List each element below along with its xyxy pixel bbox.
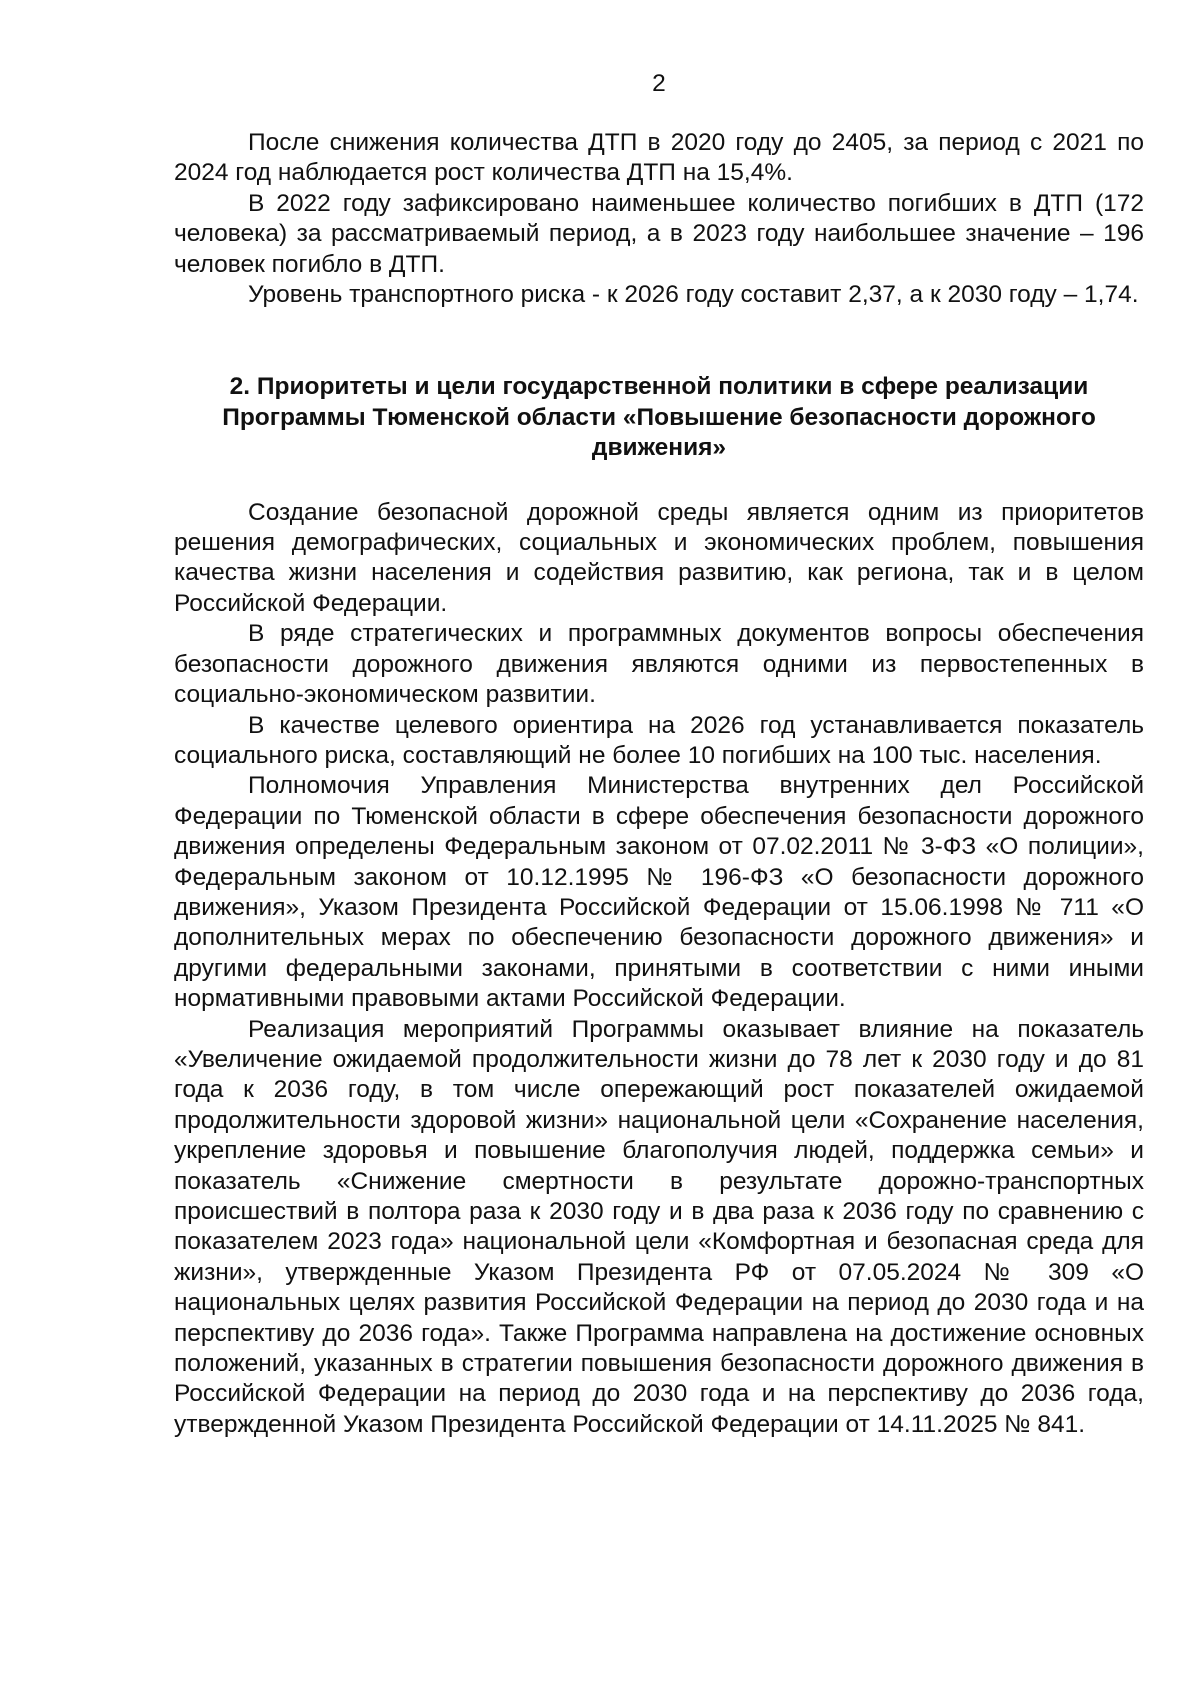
paragraph-fatalities: В 2022 году зафиксировано наименьшее количество погибших в ДТП (172 человека) за рассматриваемый период, а в 2023 году наибольшее значение – 196 человек погибло в ДТП.	[174, 189, 1144, 278]
page-number: 2	[652, 70, 666, 97]
paragraph-police-authority: Полномочия Управления Министерства внутренних дел Российской Федерации по Тюменской области в сфере обеспечения безопасности дорожного движения определены Федеральным законом от 07.02.2011 № 3-ФЗ «О полиции», Федеральным законом от 10.12.1995 № 196-ФЗ «О безопасности дорожного движения», Указом Президента Российской Федерации от 15.06.1998 № 711 «О дополнительных мерах по обеспечению безопасности дорожного движения» и другими федеральными законами, принятыми в соответствии с ними иными нормативными правовыми актами Российской Федерации.	[174, 772, 1144, 1013]
document-page	[174, 70, 1144, 1440]
paragraph-transport-risk: Уровень транспортного риска - к 2026 году составит 2,37, а к 2030 году – 1,74.	[248, 281, 1139, 309]
paragraph-strategic-documents: В ряде стратегических и программных документов вопросы обеспечения безопасности дорожного движения являются одними из первостепенных в социально-экономическом развитии.	[174, 620, 1144, 709]
paragraph-accidents-trend: После снижения количества ДТП в 2020 году до 2405, за период с 2021 по 2024 год наблюдается рост количества ДТП на 15,4%.	[174, 129, 1144, 187]
paragraph-social-risk-target: В качестве целевого ориентира на 2026 год устанавливается показатель социального риска, составляющий не более 10 погибших на 100 тыс. населения.	[174, 711, 1144, 769]
paragraph-program-impact: Реализация мероприятий Программы оказывает влияние на показатель «Увеличение ожидаемой продолжительности жизни до 78 лет к 2030 году и до 81 года к 2036 году, в том числе опережающий рост показателей ожидаемой продолжительности здоровой жизни» национальной цели «Сохранение населения, укрепление здоровья и повышение благополучия людей, поддержка семьи» и показатель «Снижение смертности в результате дорожно-транспортных происшествий в полтора раза к 2030 году и в два раза к 2036 году по сравнению с показателем 2023 года» национальной цели «Комфортная и безопасная среда для жизни», утвержденные Указом Президента РФ от 07.05.2024 № 309 «О национальных целях развития Российской Федерации на период до 2030 года и на перспективу до 2036 года». Также Программа направлена на достижение основных положений, указанных в стратегии повышения безопасности дорожного движения в Российской Федерации на период до 2030 года и на перспективу до 2036 года, утвержденной Указом Президента Российской Федерации от 14.11.2025 № 841.	[174, 1015, 1144, 1438]
paragraph-safe-road-environment: Создание безопасной дорожной среды является одним из приоритетов решения демографических, социальных и экономических проблем, повышения качества жизни населения и содействия развитию, как региона, так и в целом Российской Федерации.	[174, 498, 1144, 617]
section-heading: 2. Приоритеты и цели государственной политики в сфере реализации Программы Тюменской области «Повышение безопасности дорожного движения»	[222, 373, 1096, 462]
